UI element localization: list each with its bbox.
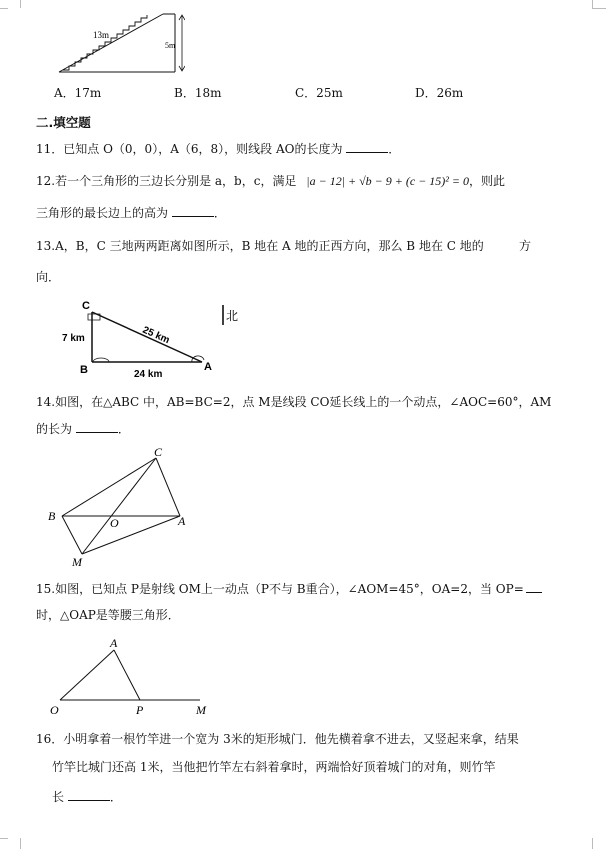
label-o: O bbox=[50, 703, 59, 717]
crop-mark bbox=[592, 8, 606, 9]
q12-after: ，则此 bbox=[468, 174, 505, 188]
north-arrow-icon bbox=[220, 303, 244, 329]
q14-figure bbox=[46, 444, 206, 570]
question-12-line2 bbox=[36, 205, 226, 221]
q16-end: ． bbox=[109, 790, 122, 804]
q11-end: ． bbox=[388, 142, 401, 156]
q15-answer-blank bbox=[526, 581, 542, 593]
crop-mark bbox=[592, 838, 605, 849]
label-p: P bbox=[136, 703, 144, 717]
q12-text: 12.若一个三角形的三边长分别是 a，b，c，满足 bbox=[36, 174, 297, 188]
question-14-line2 bbox=[36, 421, 130, 437]
option-d: D．26m bbox=[415, 86, 464, 100]
q15-figure bbox=[46, 634, 216, 720]
height-label: 5m bbox=[165, 41, 176, 50]
label-a: A bbox=[178, 514, 186, 528]
label-b: B bbox=[48, 509, 56, 523]
option-a: A．17m bbox=[54, 86, 102, 100]
crop-mark bbox=[0, 8, 8, 9]
crop-mark bbox=[592, 0, 605, 8]
q12-text2: 三角形的最长边上的高为 bbox=[36, 206, 169, 220]
label-m: M bbox=[72, 555, 82, 569]
label-ca: 25 km bbox=[140, 324, 172, 347]
q16-answer-blank bbox=[68, 789, 110, 801]
question-12-line1 bbox=[36, 173, 505, 189]
question-13-line1: 13.A，B，C 三地两两距离如图所示，B 地在 A 地的正西方向，那么 B 地在 C 地的 bbox=[36, 239, 484, 253]
q12-answer-blank bbox=[172, 205, 214, 217]
label-a: A bbox=[204, 361, 212, 373]
q16-text3: 长 bbox=[52, 790, 65, 804]
q14-text2: 的长为 bbox=[36, 422, 73, 436]
hyp-label: 13m bbox=[93, 30, 110, 40]
q11-text: 11．已知点 O（0，0），A（6，8），则线段 AO的长度为 bbox=[36, 142, 343, 156]
question-11 bbox=[36, 141, 400, 157]
question-15-line2: 时，△OAP是等腰三角形． bbox=[36, 608, 180, 622]
label-ba: 24 km bbox=[134, 369, 163, 380]
north-label: 北 bbox=[226, 309, 239, 323]
label-m: M bbox=[196, 703, 206, 717]
option-c: C．25m bbox=[295, 86, 343, 100]
q15-text: 15.如图，已知点 P是射线 OM上一动点（P不与 B重合），∠AOM=45°，OA=2，当 OP= bbox=[36, 582, 524, 596]
q11-answer-blank bbox=[346, 141, 388, 153]
label-cb: 7 km bbox=[62, 333, 85, 344]
question-16-line1: 16．小明拿着一根竹竿进一个宽为 3米的矩形城门．他先横着拿不进去，又竖起来拿，结果 bbox=[36, 732, 519, 746]
q12-formula: |a − 12| + √b − 9 + (c − 15)² = 0 bbox=[306, 174, 469, 188]
question-13-line1-end: 方 bbox=[519, 239, 532, 253]
question-16-line3 bbox=[52, 789, 122, 805]
question-16-line2: 竹竿比城门还高 1米，当他把竹竿左右斜着拿时，两端恰好顶着城门的对角，则竹竿 bbox=[52, 760, 496, 774]
question-15-line1 bbox=[36, 581, 542, 597]
section-title: 二.填空题 bbox=[36, 115, 91, 130]
option-b: B．18m bbox=[174, 86, 222, 100]
staircase-figure bbox=[55, 8, 185, 78]
crop-mark bbox=[8, 838, 21, 849]
label-b: B bbox=[80, 364, 88, 376]
question-14-line1: 14.如图，在△ABC 中，AB=BC=2，点 M是线段 CO延长线上的一个动点，∠AOC=60°，AM bbox=[36, 395, 552, 409]
q12-end: ． bbox=[213, 206, 226, 220]
question-13-line2: 向． bbox=[36, 270, 61, 284]
q14-answer-blank bbox=[76, 421, 118, 433]
crop-mark bbox=[0, 838, 8, 839]
label-c: C bbox=[82, 300, 90, 312]
label-a: A bbox=[110, 636, 118, 650]
q14-end: ． bbox=[117, 422, 130, 436]
crop-mark bbox=[8, 0, 21, 8]
label-c: C bbox=[154, 445, 163, 459]
label-o: O bbox=[110, 516, 119, 530]
